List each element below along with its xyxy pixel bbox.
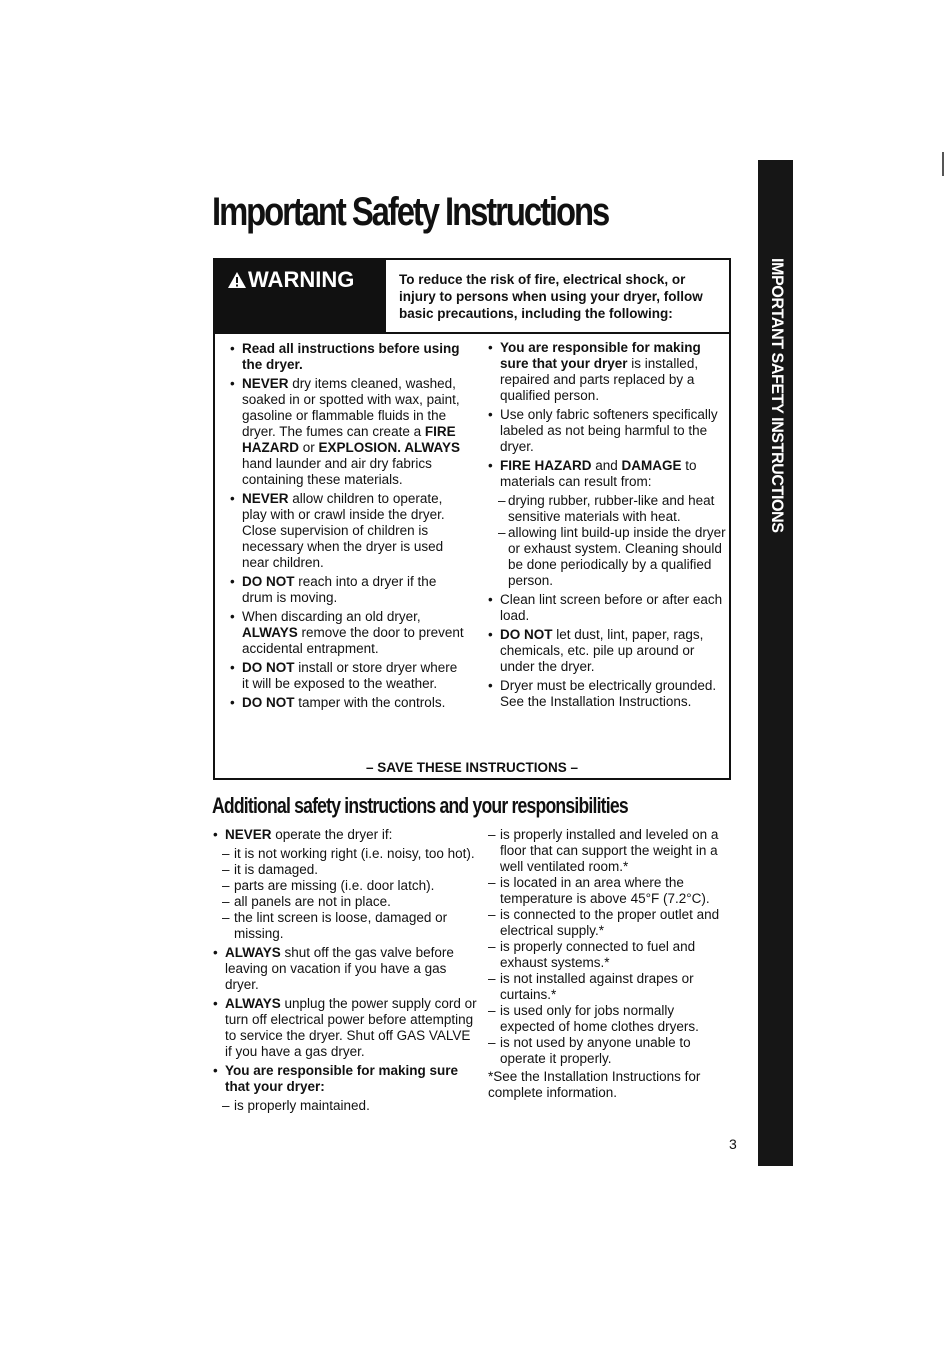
emphasis-text: FIRE HAZARD [242,424,456,455]
additional-sub-item: – is properly connected to fuel and exhaust systems.* [488,939,728,971]
body-text: is installed, repaired and parts replaced by a qualified person. [500,356,699,403]
emphasis-text: DO NOT [242,574,295,589]
additional-left-column [212,827,480,1114]
warning-list-item [487,340,727,404]
warning-list-item [487,458,727,490]
side-tab-label: IMPORTANT SAFETY INSTRUCTIONS [768,258,787,533]
additional-sub-item: – parts are missing (i.e. door latch). [222,878,480,894]
body-text: unplug the power supply cord or turn off electrical power before attempting to service the dryer. Shut off GAS VALVE if you have a gas dryer. [225,996,477,1059]
additional-sub-item: – is not installed against drapes or curtains.* [488,971,728,1003]
warning-list-item [487,678,727,710]
warning-sub-item: – allowing lint build-up inside the dryer or exhaust system. Cleaning should be done periodically by a qualified person. [487,525,727,589]
additional-right-column [488,827,728,1101]
warning-list-item [229,660,465,692]
additional-sub-item: – is located in an area where the temperature is above 45°F (7.2°C). [488,875,728,907]
body-text: hand launder and air dry fabrics containing these materials. [242,456,432,487]
body-text: to materials can result from: [500,458,697,489]
body-text: remove the door to prevent accidental entrapment. [242,625,464,656]
warning-list-item [487,627,727,675]
warning-sub-item: – drying rubber, rubber-like and heat sensitive materials with heat. [487,493,727,525]
warning-label-block [215,260,386,332]
additional-list-item [212,996,480,1060]
emphasis-text: DO NOT [242,695,295,710]
body-text: dry items cleaned, washed, soaked in or spotted with wax, paint, gasoline or flammable fluids in the dryer. The fumes can create a [242,376,460,439]
additional-list-item [212,827,480,843]
warning-list-item [229,574,465,606]
emphasis-text: You are responsible for making sure that your dryer: [225,1063,459,1094]
save-instructions: – SAVE THESE INSTRUCTIONS – [365,760,579,775]
warning-list-item [487,407,727,455]
additional-sub-item: – it is not working right (i.e. noisy, too hot). [222,846,480,862]
body-text: and [591,458,622,473]
additional-sub-item: – all panels are not in place. [222,894,480,910]
emphasis-text: ALWAYS [225,945,281,960]
additional-sub-item: – is properly installed and leveled on a floor that can support the weight in a well ventilated room.* [488,827,728,875]
emphasis-text: Read all instructions before using the dryer. [242,341,460,372]
page-edge-mark [942,152,944,176]
page-title: Important Safety Instructions [212,190,609,234]
body-text: or [299,440,319,455]
warning-list-item [229,609,465,657]
footnote: *See the Installation Instructions for complete information. [488,1069,701,1100]
emphasis-text: DAMAGE [621,458,682,473]
body-text: tamper with the controls. [294,695,446,710]
emphasis-text: NEVER [242,491,289,506]
body-text: operate the dryer if: [271,827,393,842]
emphasis-text: NEVER [225,827,272,842]
body-text: reach into a dryer if the drum is moving. [242,574,437,605]
warning-list-item [487,592,727,624]
page-number: 3 [729,1136,737,1152]
emphasis-text: EXPLOSION. ALWAYS [318,440,461,455]
additional-sub-item: – it is damaged. [222,862,480,878]
emphasis-text: NEVER [242,376,289,391]
body-text: allow children to operate, play with or crawl inside the dryer. Close supervision of children is necessary when the dryer is used near children. [242,491,445,570]
emphasis-text: ALWAYS [242,625,298,640]
warning-list-item [229,491,465,571]
additional-sub-item: – is used only for jobs normally expected of home clothes dryers. [488,1003,728,1035]
warning-label: WARNING [248,267,355,292]
additional-list-item [212,1063,480,1095]
body-text: install or store dryer where it will be exposed to the weather. [242,660,458,691]
additional-title: Additional safety instructions and your responsibilities [212,793,628,818]
body-text: let dust, lint, paper, rags, chemicals, etc. pile up around or under the dryer. [500,627,704,674]
emphasis-text: ALWAYS [225,996,281,1011]
body-text: shut off the gas valve before leaving on vacation if you have a gas dryer. [225,945,454,992]
emphasis-text: You are responsible for making sure that your dryer [500,340,701,371]
warning-right-column [487,340,727,713]
additional-list-item [212,945,480,993]
body-text: Use only fabric softeners specifically labeled as not being harmful to the dryer. [500,407,718,454]
additional-sub-item: – is not used by anyone unable to operate it properly. [488,1035,728,1067]
body-text: Dryer must be electrically grounded. See the Installation Instructions. [500,678,717,709]
warning-left-column [229,341,465,714]
warning-triangle-icon [227,271,247,289]
warning-list-item [229,341,465,373]
additional-sub-item: – is connected to the proper outlet and electrical supply.* [488,907,728,939]
emphasis-text: DO NOT [242,660,295,675]
emphasis-text: FIRE HAZARD [500,458,592,473]
body-text: Clean lint screen before or after each load. [500,592,723,623]
additional-sub-item: – the lint screen is loose, damaged or missing. [222,910,480,942]
warning-list-item [229,695,465,711]
body-text: When discarding an old dryer, [242,609,421,624]
warning-list-item [229,376,465,488]
emphasis-text: DO NOT [500,627,553,642]
additional-sub-item: – is properly maintained. [222,1098,480,1114]
warning-header [215,260,729,334]
warning-intro: To reduce the risk of fire, electrical shock, or injury to persons when using your dryer, follow basic precautions, including the following: [399,272,703,321]
